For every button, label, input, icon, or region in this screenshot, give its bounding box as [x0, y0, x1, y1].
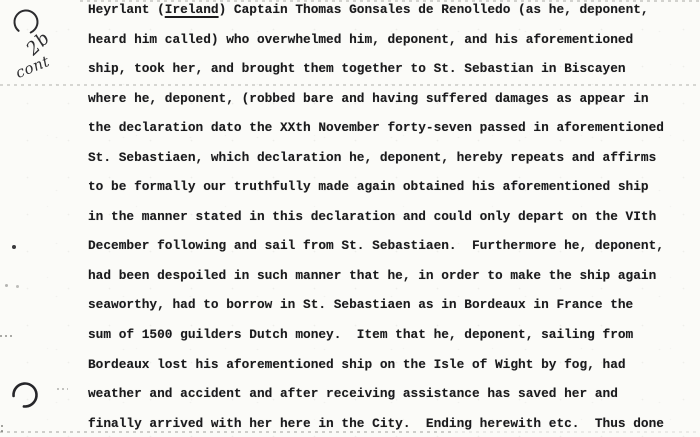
text-line: in the manner stated in this declaration and could only depart on the VIth — [88, 208, 657, 224]
text-line: St. Sebastiaen, which declaration he, deponent, hereby repeats and affirms — [88, 149, 657, 165]
text-line: seaworthy, had to borrow in St. Sebastiaen as in Bordeaux in France the — [88, 297, 634, 313]
text-line: finally arrived with her here in the City. Ending herewith etc. Thus done — [88, 415, 664, 431]
text-line: to be formally our truthfully made again obtained his aforementioned ship — [88, 179, 649, 195]
text-line: heard him called) who overwhelmed him, deponent, and his aforementioned — [88, 31, 634, 47]
text-line: had been despoiled in such manner that he, in order to make the ship again — [88, 267, 657, 283]
typewritten-text-block — [88, 0, 688, 437]
margin-note-page-number: 2b — [22, 27, 55, 60]
ink-speck — [16, 285, 19, 288]
ink-speck — [5, 284, 8, 287]
text-line — [88, 0, 688, 25]
text-line: December following and sail from St. Sebastiaen. Furthermore he, deponent, — [88, 238, 664, 254]
text-line: Bordeaux lost his aforementioned ship on the Isle of Wight by fog, had — [88, 356, 626, 372]
margin-note-cont: cont — [12, 52, 53, 82]
text-segment: ) Captain Thomas Gonsales de Renolledo (as he, deponent, — [218, 2, 649, 17]
ink-speck — [0, 335, 14, 337]
text-line: where he, deponent, (robbed bare and having suffered damages as appear in — [88, 90, 649, 106]
text-line: sum of 1500 guilders Dutch money. Item that he, deponent, sailing from — [88, 327, 634, 343]
text-line: the declaration dato the XXth November forty-seven passed in aforementioned — [88, 120, 664, 136]
ink-speck — [1, 425, 3, 434]
text-segment: Heyrlant ( — [88, 2, 165, 17]
text-line: weather and accident and after receiving assistance has saved her and — [88, 386, 618, 402]
ink-speck — [57, 388, 68, 390]
margin-dot-icon — [12, 245, 16, 249]
underlined-word: Ireland — [164, 2, 219, 17]
hand-drawn-circle-icon — [8, 379, 42, 413]
text-line: ship, took her, and brought them together to St. Sebastian in Biscayen — [88, 61, 626, 77]
